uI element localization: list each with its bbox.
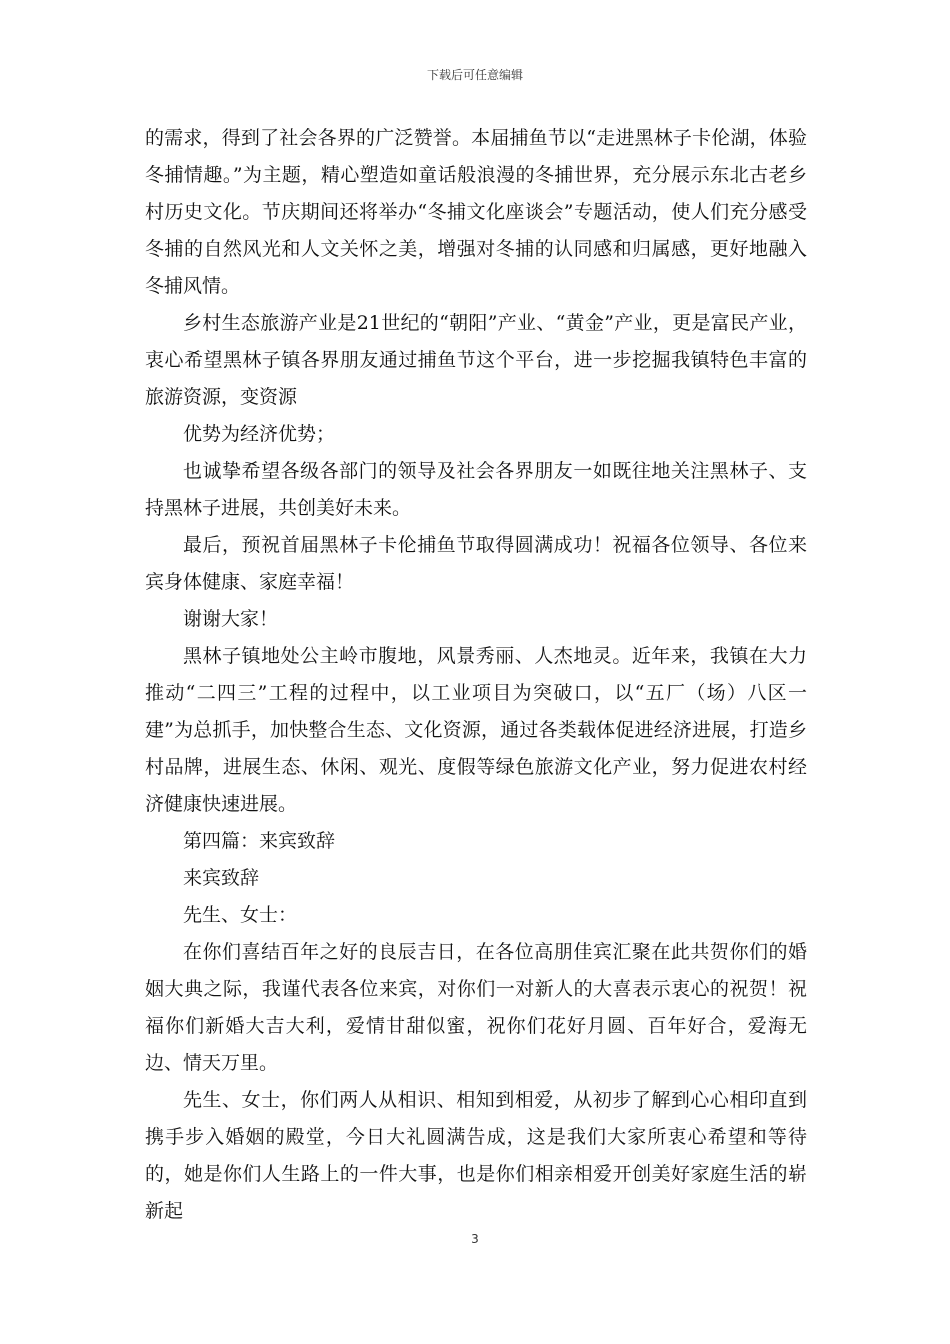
paragraph-3: 优势为经济优势； bbox=[183, 423, 336, 445]
paragraph-5: 最后，预祝首届黑林子卡伦捕鱼节取得圆满成功！祝福各位领导、各位来宾身体健康、家庭幸福！ bbox=[145, 534, 807, 593]
section-subheading: 来宾致辞 bbox=[183, 867, 260, 889]
section-heading: 第四篇：来宾致辞 bbox=[183, 830, 336, 852]
paragraph-1: 的需求，得到了社会各界的广泛赞誉。本届捕鱼节以“走进黑林子卡伦湖，体验冬捕情趣。”为主题，精心塑造如童话般浪漫的冬捕世界，充分展示东北古老乡村历史文化。节庆期间还将举办“冬捕文化座谈会”专题活动，使人们充分感受冬捕的自然风光和人文关怀之美，增强对冬捕的认同感和归属感，更好地融入冬捕风情。 bbox=[145, 127, 807, 297]
paragraph-7: 黑林子镇地处公主岭市腹地，风景秀丽、人杰地灵。近年来，我镇在大力推动“二四三”工程的过程中，以工业项目为突破口，以“五厂（场）八区一建”为总抓手，加快整合生态、文化资源，通过各类载体促进经济进展，打造乡村品牌，进展生态、休闲、观光、度假等绿色旅游文化产业，努力促进农村经济健康快速进展。 bbox=[145, 645, 807, 815]
document-body bbox=[145, 120, 807, 1230]
salutation: 先生、女士： bbox=[183, 904, 298, 926]
page-number: 3 bbox=[471, 1232, 479, 1246]
paragraph-4: 也诚挚希望各级各部门的领导及社会各界朋友一如既往地关注黑林子、支持黑林子进展，共创美好未来。 bbox=[145, 460, 807, 519]
paragraph-2: 乡村生态旅游产业是21世纪的“朝阳”产业、“黄金”产业，更是富民产业，衷心希望黑林子镇各界朋友通过捕鱼节这个平台，进一步挖掘我镇特色丰富的旅游资源，变资源 bbox=[145, 312, 807, 408]
paragraph-6: 谢谢大家！ bbox=[183, 608, 279, 630]
page-header: 下载后可任意编辑 bbox=[426, 68, 523, 82]
paragraph-11: 在你们喜结百年之好的良辰吉日，在各位高朋佳宾汇聚在此共贺你们的婚姻大典之际，我谨代表各位来宾，对你们一对新人的大喜表示衷心的祝贺！祝福你们新婚大吉大利，爱情甘甜似蜜，祝你们花好月圆、百年好合，爱海无边、情天万里。 bbox=[145, 941, 807, 1074]
paragraph-12: 先生、女士，你们两人从相识、相知到相爱，从初步了解到心心相印直到携手步入婚姻的殿堂，今日大礼圆满告成，这是我们大家所衷心希望和等待的，她是你们人生路上的一件大事，也是你们相亲相爱开创美好家庭生活的崭新起 bbox=[145, 1089, 807, 1222]
